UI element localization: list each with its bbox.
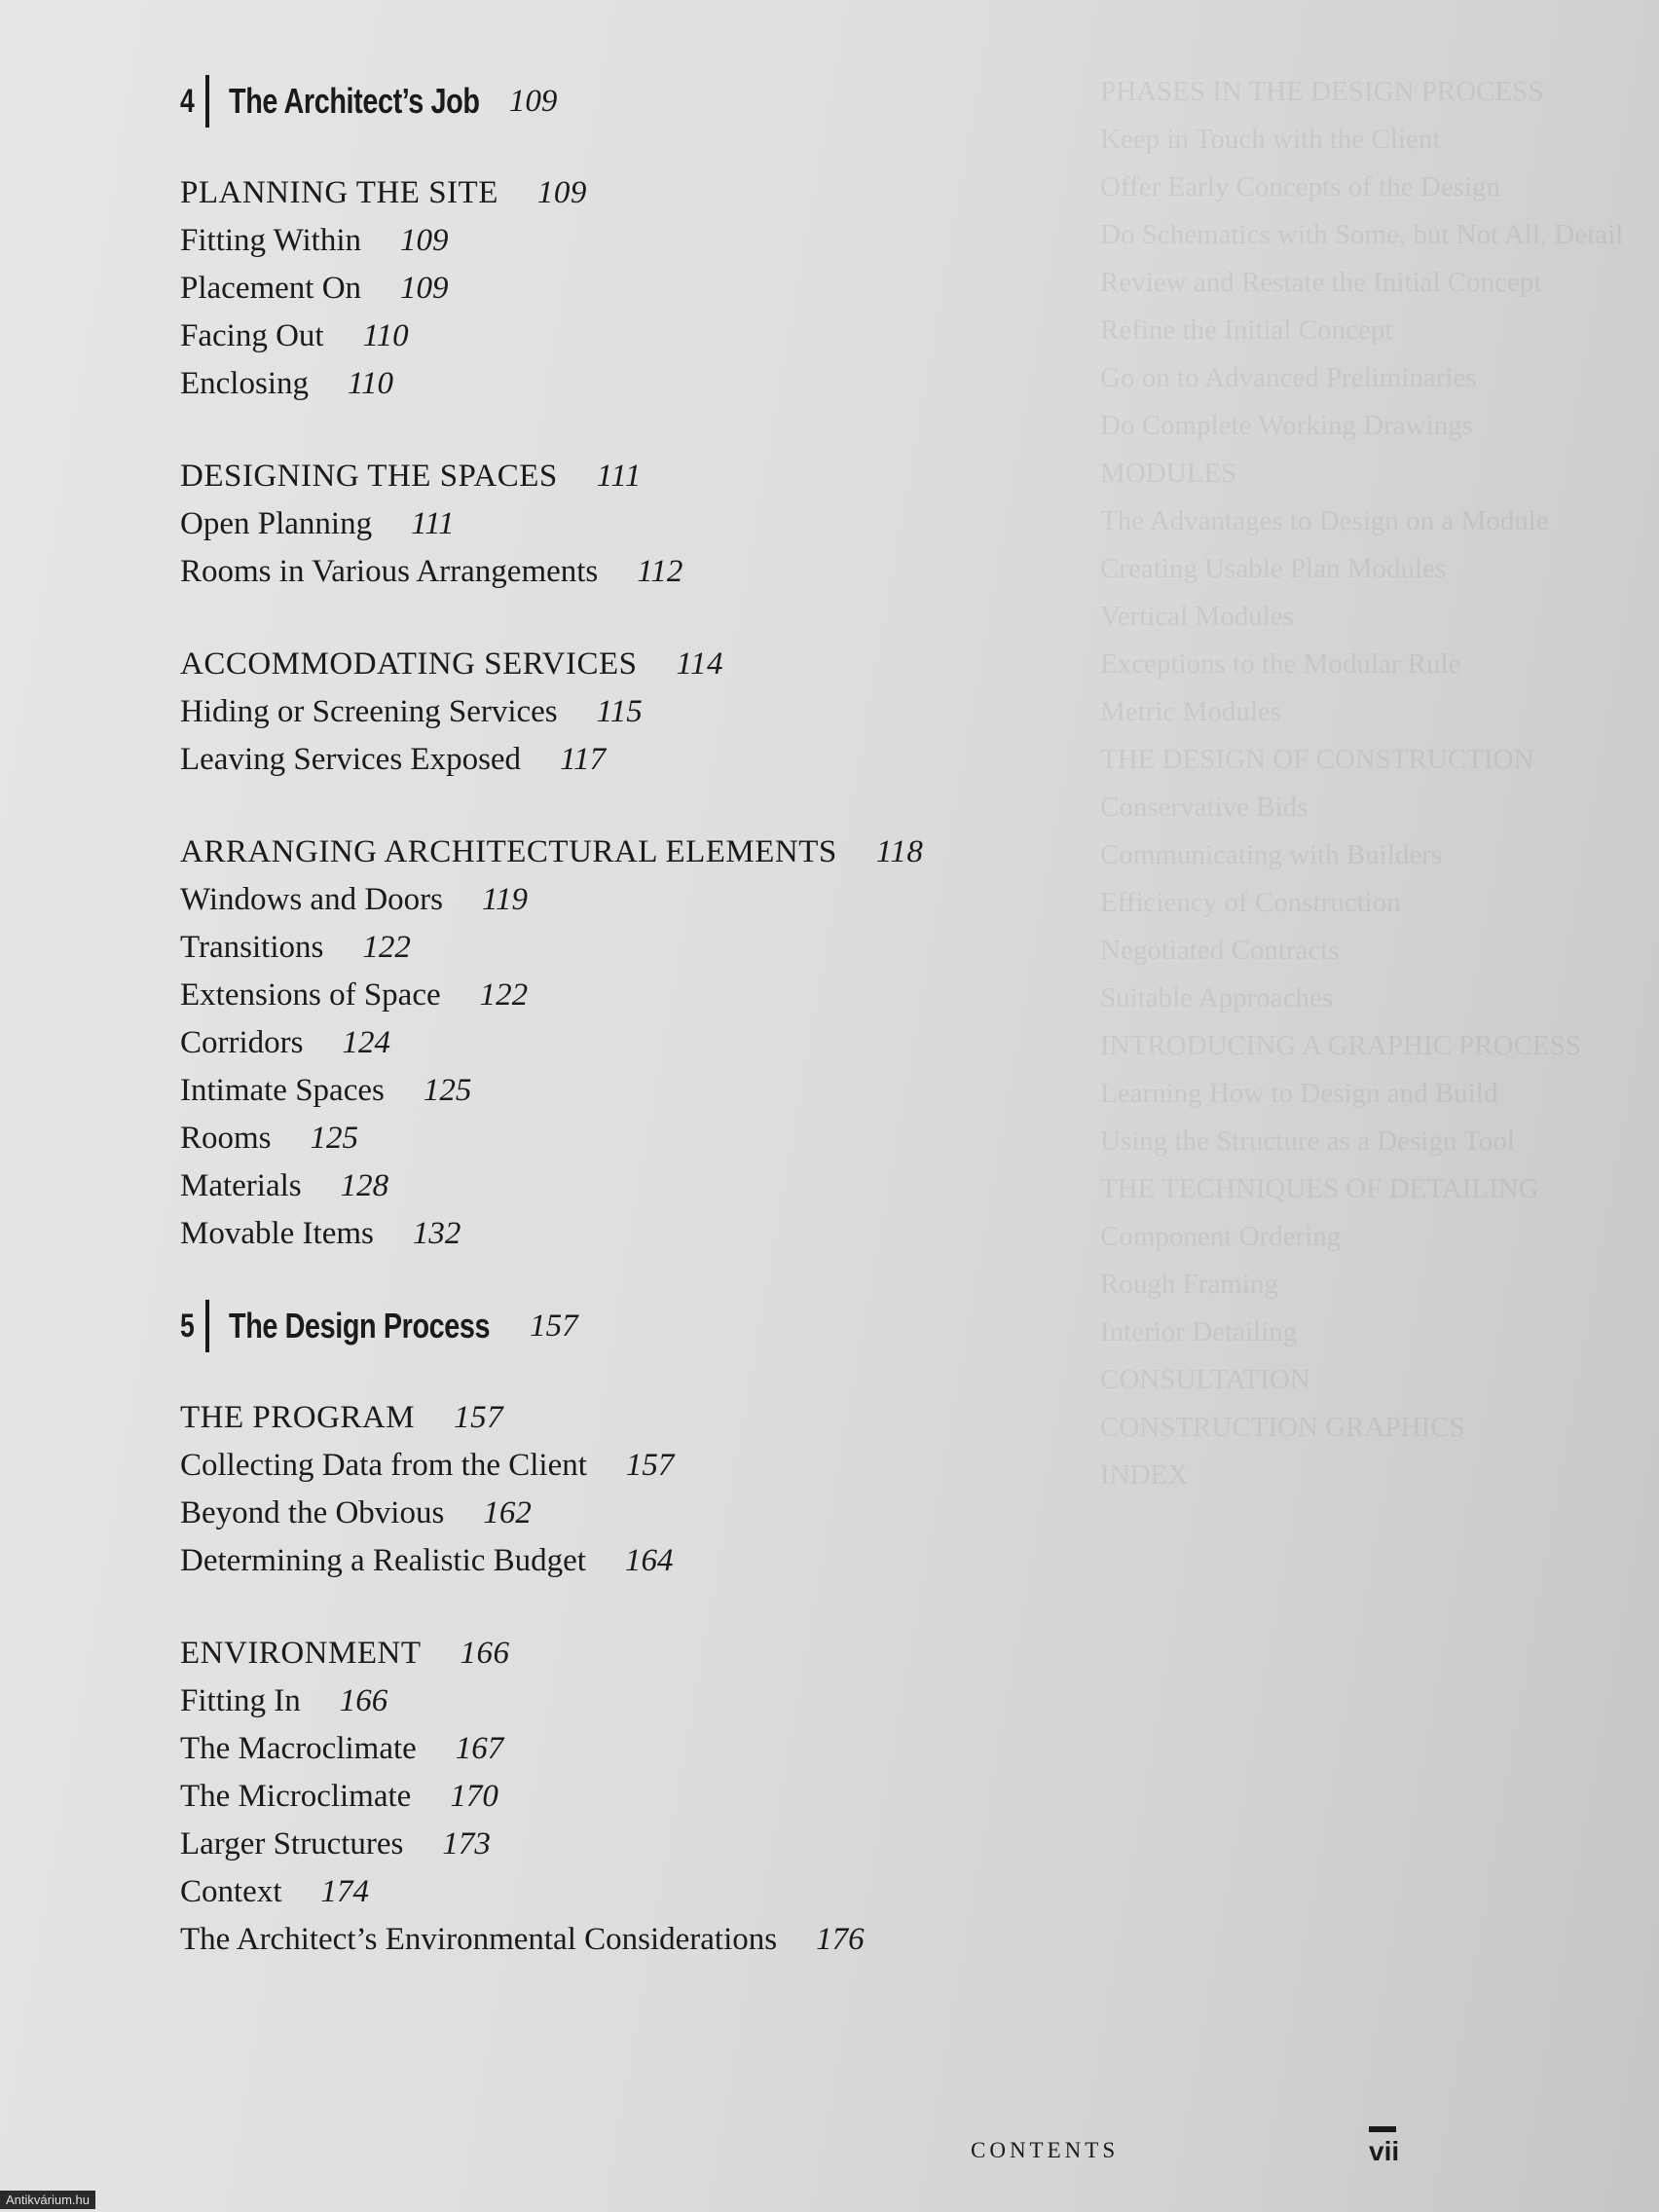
- show-through-line: CONSULTATION: [1100, 1364, 1310, 1395]
- watermark: Antikvárium.hu: [0, 2191, 95, 2209]
- section-page: 111: [596, 459, 642, 494]
- folio-rule: [1369, 2126, 1396, 2132]
- entry-label: Windows and Doors: [180, 882, 443, 917]
- section-page: 114: [676, 646, 724, 682]
- entry-label: Intimate Spaces: [180, 1073, 385, 1108]
- section-page: 157: [454, 1400, 504, 1435]
- toc-entry: [180, 217, 1056, 265]
- chapter-heading: [180, 76, 1056, 127]
- show-through-line: CONSTRUCTION GRAPHICS: [1100, 1412, 1465, 1443]
- show-through-line: Component Ordering: [1100, 1221, 1342, 1252]
- toc-entry: [180, 1490, 1056, 1537]
- chapter-title: The Architect’s Job: [229, 81, 480, 121]
- toc-entry: [180, 1019, 1056, 1067]
- show-through-line: Exceptions to the Modular Rule: [1100, 648, 1461, 680]
- toc-entry: [180, 1821, 1056, 1868]
- entry-page: 110: [362, 318, 409, 353]
- show-through-line: Review and Restate the Initial Concept: [1100, 267, 1542, 298]
- toc-section: [180, 169, 1056, 408]
- show-through-line: INTRODUCING A GRAPHIC PROCESS: [1100, 1030, 1581, 1061]
- section-heading: [180, 829, 1056, 876]
- toc-section: [180, 453, 1056, 596]
- show-through-line: The Advantages to Design on a Module: [1100, 505, 1549, 536]
- entry-label: The Macroclimate: [180, 1731, 417, 1766]
- entry-page: 125: [423, 1073, 472, 1108]
- entry-label: Hiding or Screening Services: [180, 694, 558, 729]
- toc-entry: [180, 1868, 1056, 1916]
- toc-entry: [180, 972, 1056, 1019]
- toc-entry: [180, 548, 1056, 596]
- entry-label: Rooms in Various Arrangements: [180, 554, 599, 589]
- toc-section: [180, 641, 1056, 784]
- entry-label: Corridors: [180, 1025, 304, 1060]
- entry-label: Rooms: [180, 1121, 272, 1156]
- entry-label: Beyond the Obvious: [180, 1495, 445, 1530]
- entry-label: Transitions: [180, 930, 324, 965]
- show-through-line: Interior Detailing: [1100, 1316, 1298, 1347]
- section-page: 109: [536, 175, 587, 210]
- entry-label: Extensions of Space: [180, 977, 441, 1013]
- show-through-line: Creating Usable Plan Modules: [1100, 553, 1447, 584]
- toc-entry: [180, 1725, 1056, 1773]
- toc-entry: [180, 1537, 1056, 1585]
- entry-page: 166: [339, 1683, 388, 1718]
- toc-entry: [180, 1210, 1056, 1258]
- chapter-number: 4: [180, 82, 195, 120]
- show-through-line: Do Schematics with Some, but Not All, Detail: [1100, 219, 1624, 250]
- entry-page: 111: [411, 506, 455, 541]
- section-title: ACCOMMODATING SERVICES: [180, 646, 638, 682]
- running-head: CONTENTS: [971, 2138, 1120, 2162]
- show-through-line: Go on to Advanced Preliminaries: [1100, 362, 1477, 393]
- entry-page: 125: [310, 1121, 359, 1156]
- entry-page: 174: [320, 1874, 369, 1909]
- entry-page: 162: [483, 1495, 532, 1530]
- entry-label: Determining a Realistic Budget: [180, 1543, 586, 1578]
- show-through-line: Negotiated Contracts: [1100, 935, 1340, 966]
- show-through-line: Learning How to Design and Build: [1100, 1078, 1498, 1109]
- toc-entry: [180, 500, 1056, 548]
- toc-entry: [180, 1442, 1056, 1490]
- show-through-line: Conservative Bids: [1100, 792, 1309, 823]
- chapter-number: 5: [180, 1307, 195, 1345]
- show-through-line: Metric Modules: [1100, 696, 1282, 727]
- entry-label: Enclosing: [180, 366, 309, 401]
- section-title: DESIGNING THE SPACES: [180, 459, 558, 494]
- toc-section: [180, 1394, 1056, 1585]
- folio-text: vii: [1369, 2136, 1400, 2166]
- section-heading: [180, 169, 1056, 217]
- section-page: 166: [460, 1636, 510, 1671]
- section-heading: [180, 1630, 1056, 1677]
- entry-page: 167: [455, 1731, 504, 1766]
- show-through-line: Keep in Touch with the Client: [1100, 124, 1441, 155]
- toc-entry: [180, 1773, 1056, 1821]
- entry-label: Fitting Within: [180, 223, 362, 258]
- section-heading: [180, 1394, 1056, 1442]
- show-through-line: Suitable Approaches: [1100, 982, 1334, 1014]
- entry-page: 128: [340, 1168, 389, 1203]
- entry-page: 122: [362, 930, 411, 965]
- section-heading: [180, 641, 1056, 688]
- toc-entry: [180, 1916, 1056, 1964]
- show-through-line: Offer Early Concepts of the Design: [1100, 171, 1500, 203]
- toc-entry: [180, 1115, 1056, 1162]
- section-title: THE PROGRAM: [180, 1400, 416, 1435]
- entry-page: 115: [596, 694, 643, 729]
- entry-label: Movable Items: [180, 1216, 374, 1251]
- chapter-rule: [205, 1300, 209, 1352]
- show-through-line: INDEX: [1100, 1459, 1189, 1491]
- section-title: PLANNING THE SITE: [180, 175, 498, 210]
- show-through-line: Rough Framing: [1100, 1269, 1278, 1300]
- show-through-line: Communicating with Builders: [1100, 839, 1443, 870]
- entry-label: Fitting In: [180, 1683, 301, 1718]
- entry-page: 173: [442, 1826, 491, 1862]
- entry-page: 109: [400, 271, 449, 306]
- toc-section: [180, 1630, 1056, 1964]
- section-page: 118: [875, 834, 924, 869]
- show-through-line: Efficiency of Construction: [1100, 887, 1401, 918]
- entry-label: The Microclimate: [180, 1779, 412, 1814]
- toc-entry: [180, 1067, 1056, 1115]
- entry-label: Facing Out: [180, 318, 324, 353]
- entry-label: Context: [180, 1874, 282, 1909]
- entry-page: 110: [347, 366, 394, 401]
- entry-page: 122: [479, 977, 529, 1013]
- entry-label: Collecting Data from the Client: [180, 1448, 587, 1483]
- entry-page: 112: [637, 554, 683, 589]
- entry-page: 176: [816, 1922, 865, 1957]
- chapter-page: 157: [530, 1308, 578, 1344]
- toc-section: [180, 829, 1056, 1258]
- section-title: ENVIRONMENT: [180, 1636, 422, 1671]
- toc-entry: [180, 924, 1056, 972]
- show-through-line: Vertical Modules: [1100, 601, 1294, 632]
- entry-page: 132: [412, 1216, 461, 1251]
- toc-entry: [180, 876, 1056, 924]
- show-through-line: THE TECHNIQUES OF DETAILING: [1100, 1173, 1539, 1204]
- entry-label: Open Planning: [180, 506, 373, 541]
- entry-label: The Architect’s Environmental Considerations: [180, 1922, 778, 1957]
- entry-label: Materials: [180, 1168, 302, 1203]
- chapter-page: 109: [508, 83, 558, 119]
- entry-page: 124: [342, 1025, 390, 1060]
- toc-entry: [180, 736, 1056, 784]
- toc-entry: [180, 360, 1056, 408]
- entry-page: 170: [450, 1779, 498, 1814]
- entry-page: 117: [560, 742, 607, 777]
- entry-page: 109: [400, 223, 449, 258]
- chapter-rule: [205, 75, 209, 128]
- entry-page: 164: [624, 1543, 674, 1578]
- show-through-line: Do Complete Working Drawings: [1100, 410, 1473, 441]
- show-through-line: THE DESIGN OF CONSTRUCTION: [1100, 744, 1534, 775]
- section-heading: [180, 453, 1056, 500]
- entry-page: 157: [625, 1448, 675, 1483]
- toc-entry: [180, 265, 1056, 313]
- toc-entry: [180, 313, 1056, 360]
- chapter-title: The Design Process: [229, 1306, 491, 1346]
- entry-label: Larger Structures: [180, 1826, 404, 1862]
- show-through-line: Using the Structure as a Design Tool: [1100, 1125, 1515, 1157]
- chapter-heading: [180, 1301, 1056, 1351]
- show-through-text: [1100, 68, 1645, 1499]
- toc-entry: [180, 688, 1056, 736]
- section-title: ARRANGING ARCHITECTURAL ELEMENTS: [180, 834, 837, 869]
- toc-entry: [180, 1677, 1056, 1725]
- table-of-contents: [180, 76, 1056, 1964]
- entry-page: 119: [481, 882, 529, 917]
- entry-label: Placement On: [180, 271, 362, 306]
- show-through-line: PHASES IN THE DESIGN PROCESS: [1100, 76, 1544, 107]
- entry-label: Leaving Services Exposed: [180, 742, 522, 777]
- toc-entry: [180, 1162, 1056, 1210]
- show-through-line: MODULES: [1100, 458, 1237, 489]
- show-through-line: Refine the Initial Concept: [1100, 314, 1393, 346]
- page-number: [1369, 2126, 1399, 2167]
